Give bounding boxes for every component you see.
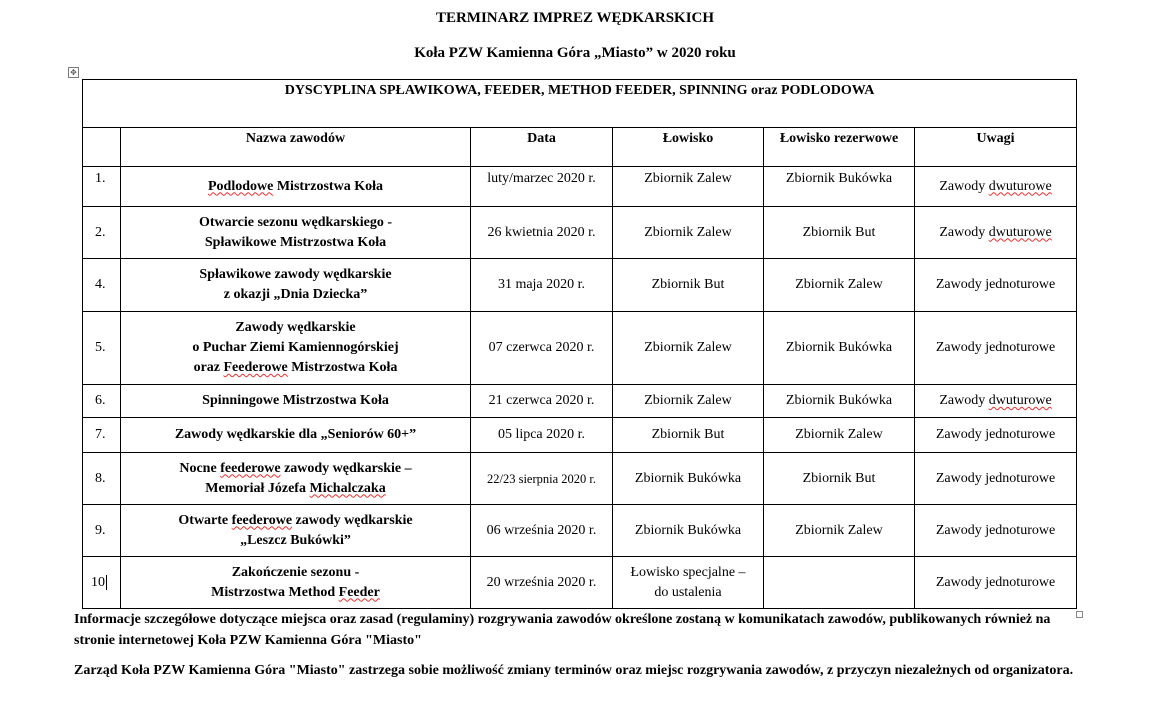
table-row bbox=[83, 259, 1077, 312]
row-fishery: Łowisko specjalne – do ustalenia bbox=[613, 557, 764, 609]
row-number: 5. bbox=[83, 312, 121, 385]
schedule-table bbox=[82, 79, 1077, 609]
row-name: Zawody wędkarskie o Puchar Ziemi Kamiennogórskiej oraz Feederowe Mistrzostwa Koła bbox=[121, 312, 471, 385]
row-notes: Zawody jednoturowe bbox=[915, 312, 1077, 385]
row-date: 21 czerwca 2020 r. bbox=[471, 385, 613, 418]
row-notes: Zawody jednoturowe bbox=[915, 259, 1077, 312]
row-reserve: Zbiornik Zalew bbox=[764, 418, 915, 453]
row-name: Nocne feederowe zawody wędkarskie – Memoriał Józefa Michalczaka bbox=[121, 453, 471, 505]
row-number: 8. bbox=[83, 453, 121, 505]
row-date: 20 września 2020 r. bbox=[471, 557, 613, 609]
row-date: 31 maja 2020 r. bbox=[471, 259, 613, 312]
row-reserve: Zbiornik Bukówka bbox=[764, 167, 915, 207]
table-caption: DYSCYPLINA SPŁAWIKOWA, FEEDER, METHOD FEEDER, SPINNING oraz PODLODOWA bbox=[83, 80, 1077, 128]
table-row bbox=[83, 557, 1077, 609]
row-number: 7. bbox=[83, 418, 121, 453]
table-row bbox=[83, 453, 1077, 505]
row-number: 4. bbox=[83, 259, 121, 312]
header-reserve: Łowisko rezerwowe bbox=[764, 128, 915, 167]
row-date: 06 września 2020 r. bbox=[471, 505, 613, 557]
row-notes: Zawody jednoturowe bbox=[915, 557, 1077, 609]
row-fishery: Zbiornik Bukówka bbox=[613, 453, 764, 505]
table-row bbox=[83, 312, 1077, 385]
row-name: Zawody wędkarskie dla „Seniorów 60+” bbox=[121, 418, 471, 453]
row-notes: Zawody jednoturowe bbox=[915, 418, 1077, 453]
row-notes: Zawody dwuturowe bbox=[915, 167, 1077, 207]
row-reserve: Zbiornik Zalew bbox=[764, 505, 915, 557]
row-number: 1. bbox=[83, 167, 121, 207]
row-number: 2. bbox=[83, 207, 121, 259]
row-reserve: Zbiornik But bbox=[764, 207, 915, 259]
row-date: 05 lipca 2020 r. bbox=[471, 418, 613, 453]
header-notes: Uwagi bbox=[915, 128, 1077, 167]
board-notice-paragraph: Zarząd Koła PZW Kamienna Góra "Miasto" zastrzega sobie możliwość zmiany terminów oraz miejsc rozgrywania zawodów, z przyczyn niezależnych od organizatora. bbox=[74, 663, 1074, 678]
row-reserve: Zbiornik Bukówka bbox=[764, 385, 915, 418]
row-notes: Zawody jednoturowe bbox=[915, 453, 1077, 505]
table-header-row bbox=[83, 128, 1077, 167]
document-subtitle: Koła PZW Kamienna Góra „Miasto” w 2020 roku bbox=[414, 45, 736, 61]
row-name: Otwarte feederowe zawody wędkarskie „Leszcz Bukówki” bbox=[121, 505, 471, 557]
text-cursor bbox=[106, 575, 107, 590]
document-title: TERMINARZ IMPREZ WĘDKARSKICH bbox=[435, 10, 715, 26]
row-fishery: Zbiornik Zalew bbox=[613, 312, 764, 385]
table-row bbox=[83, 207, 1077, 259]
row-date: luty/marzec 2020 r. bbox=[471, 167, 613, 207]
table-row bbox=[83, 385, 1077, 418]
header-name: Nazwa zawodów bbox=[121, 128, 471, 167]
row-fishery: Zbiornik Zalew bbox=[613, 385, 764, 418]
table-row bbox=[83, 167, 1077, 207]
table-move-handle-icon[interactable]: ✥ bbox=[68, 67, 79, 78]
row-date: 22/23 sierpnia 2020 r. bbox=[471, 453, 613, 505]
row-fishery: Zbiornik Zalew bbox=[613, 207, 764, 259]
row-number[interactable]: 10 bbox=[83, 557, 121, 609]
table-row bbox=[83, 505, 1077, 557]
row-name: Otwarcie sezonu wędkarskiego - Spławikowe Mistrzostwa Koła bbox=[121, 207, 471, 259]
header-num bbox=[83, 128, 121, 167]
row-fishery: Zbiornik But bbox=[613, 418, 764, 453]
row-name: Zakończenie sezonu - Mistrzostwa Method Feeder bbox=[121, 557, 471, 609]
table-row bbox=[83, 418, 1077, 453]
row-fishery: Zbiornik But bbox=[613, 259, 764, 312]
row-notes: Zawody jednoturowe bbox=[915, 505, 1077, 557]
row-date: 26 kwietnia 2020 r. bbox=[471, 207, 613, 259]
row-name: Spławikowe zawody wędkarskie z okazji „Dnia Dziecka” bbox=[121, 259, 471, 312]
row-name: Spinningowe Mistrzostwa Koła bbox=[121, 385, 471, 418]
row-number: 6. bbox=[83, 385, 121, 418]
row-name: Podlodowe Mistrzostwa Koła bbox=[121, 167, 471, 207]
row-number: 9. bbox=[83, 505, 121, 557]
row-reserve: Zbiornik Bukówka bbox=[764, 312, 915, 385]
row-notes: Zawody dwuturowe bbox=[915, 207, 1077, 259]
row-reserve bbox=[764, 557, 915, 609]
row-notes: Zawody dwuturowe bbox=[915, 385, 1077, 418]
row-date: 07 czerwca 2020 r. bbox=[471, 312, 613, 385]
row-fishery: Zbiornik Bukówka bbox=[613, 505, 764, 557]
row-reserve: Zbiornik But bbox=[764, 453, 915, 505]
info-paragraph: Informacje szczegółowe dotyczące miejsca oraz zasad (regulaminy) rozgrywania zawodów określone zostaną w komunikatach zawodów, publikowanych również na stronie internetowej Koła PZW Kamienna Góra "Miasto" bbox=[74, 612, 1051, 648]
row-fishery: Zbiornik Zalew bbox=[613, 167, 764, 207]
row-reserve: Zbiornik Zalew bbox=[764, 259, 915, 312]
header-fishery: Łowisko bbox=[613, 128, 764, 167]
header-date: Data bbox=[471, 128, 613, 167]
table-end-mark bbox=[1076, 611, 1083, 618]
